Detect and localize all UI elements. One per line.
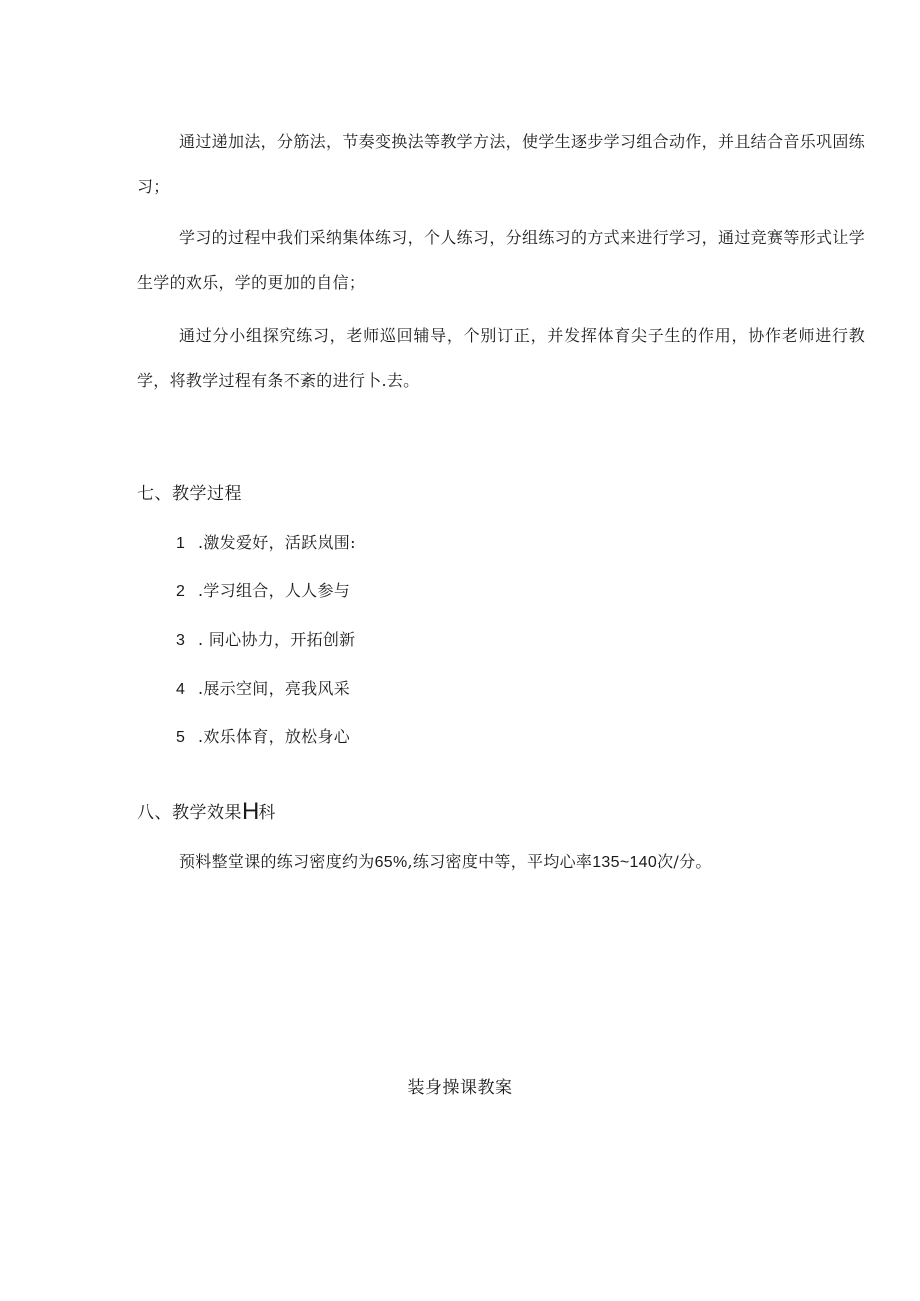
heart-rate-value: 135~140 <box>592 854 658 871</box>
paragraph-teaching-methods: 通过递加法，分筋法，节奏变换法等教学方法，使学生逐步学习组合动作，并且结合音乐巩固练习； <box>137 132 865 196</box>
section-heading-teaching-process: 七、教学过程 <box>137 484 242 504</box>
step-number: 2 <box>176 583 186 600</box>
paragraph-practice-forms: 学习的过程中我们采纳集体练习，个人练习，分组练习的方式来进行学习，通过竞赛等形式让学生学的欢乐，学的更加的自信； <box>137 228 865 292</box>
process-step <box>176 724 350 747</box>
step-number: 3 <box>176 632 186 649</box>
heading-prefix: 八、教学效果 <box>137 803 242 823</box>
paragraph-group-exploration: 通过分小组探究练习，老师巡回辅导，个别订正，并发挥体育尖子生的作用，协作老师进行教学，将教学过程有条不紊的进行卜.去。 <box>137 326 865 390</box>
step-number: 1 <box>176 535 186 552</box>
lesson-plan-title: 装身操课教案 <box>407 1078 513 1098</box>
process-step <box>176 627 355 650</box>
step-text: .学习组合，人人参与 <box>198 581 351 600</box>
step-number: 5 <box>176 729 186 746</box>
step-text: .激发爱好，活跃岚围: <box>198 533 356 552</box>
effect-text-3: 次/分。 <box>657 852 712 871</box>
step-number: 4 <box>176 681 186 698</box>
effect-text-1: 预料整堂课的练习密度约为 <box>179 852 375 871</box>
step-text: . 同心协力，开拓创新 <box>198 630 356 649</box>
step-text: .欢乐体育，放松身心 <box>198 727 351 746</box>
step-text: .展示空间，亮我风采 <box>198 679 351 698</box>
process-step <box>176 530 356 553</box>
effect-text-2: ,练习密度中等，平均心率 <box>407 852 593 871</box>
density-value: 65% <box>374 854 408 871</box>
process-step <box>176 578 350 601</box>
heading-suffix: 科 <box>258 803 276 823</box>
section-heading-teaching-effect <box>137 797 276 825</box>
process-step <box>176 676 350 699</box>
heading-big-letter: H <box>242 798 259 825</box>
paragraph-expected-effect <box>179 849 712 872</box>
